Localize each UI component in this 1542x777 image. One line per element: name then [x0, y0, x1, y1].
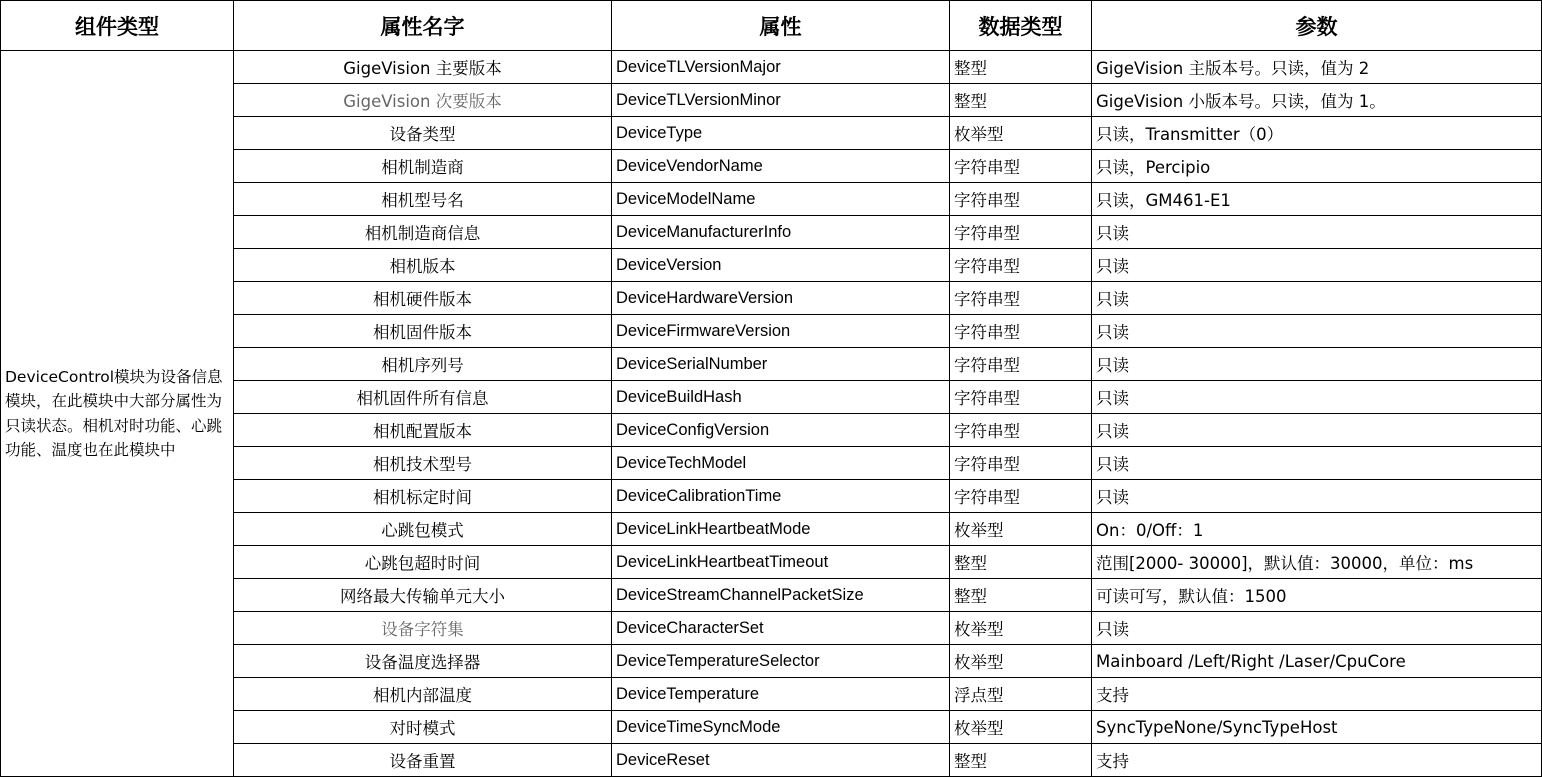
- attribute-cell: DeviceCalibrationTime: [612, 480, 950, 513]
- attribute-cell: DeviceBuildHash: [612, 381, 950, 414]
- data-type-cell: 字符串型: [950, 381, 1092, 414]
- parameter-cell: 只读: [1092, 249, 1542, 282]
- data-type-cell: 字符串型: [950, 183, 1092, 216]
- parameter-cell: 只读: [1092, 282, 1542, 315]
- data-type-cell: 浮点型: [950, 678, 1092, 711]
- attribute-cell: DeviceTechModel: [612, 447, 950, 480]
- data-type-cell: 枚举型: [950, 711, 1092, 744]
- data-type-cell: 枚举型: [950, 645, 1092, 678]
- attribute-cell: DeviceReset: [612, 744, 950, 777]
- data-type-cell: 字符串型: [950, 150, 1092, 183]
- data-type-cell: 整型: [950, 51, 1092, 84]
- attribute-name-cell: 相机硬件版本: [234, 282, 612, 315]
- attribute-cell: DeviceLinkHeartbeatMode: [612, 513, 950, 546]
- header-row: [1, 1, 1542, 51]
- parameter-cell: GigeVision 主版本号。只读，值为 2: [1092, 51, 1542, 84]
- data-type-cell: 字符串型: [950, 414, 1092, 447]
- parameter-cell: 只读: [1092, 447, 1542, 480]
- attribute-cell: DeviceTLVersionMinor: [612, 84, 950, 117]
- attribute-cell: DeviceCharacterSet: [612, 612, 950, 645]
- attribute-cell: DeviceType: [612, 117, 950, 150]
- attribute-name-cell: 相机标定时间: [234, 480, 612, 513]
- data-type-cell: 枚举型: [950, 513, 1092, 546]
- attribute-name-cell: 相机配置版本: [234, 414, 612, 447]
- attribute-name-cell: 对时模式: [234, 711, 612, 744]
- parameter-cell: 只读: [1092, 348, 1542, 381]
- data-type-cell: 字符串型: [950, 447, 1092, 480]
- attribute-name-cell: 设备重置: [234, 744, 612, 777]
- parameter-cell: 只读，Percipio: [1092, 150, 1542, 183]
- parameter-cell: 只读: [1092, 480, 1542, 513]
- attribute-cell: DeviceTimeSyncMode: [612, 711, 950, 744]
- attribute-cell: DeviceFirmwareVersion: [612, 315, 950, 348]
- attribute-cell: DeviceTLVersionMajor: [612, 51, 950, 84]
- attribute-name-cell: 相机技术型号: [234, 447, 612, 480]
- data-type-cell: 枚举型: [950, 117, 1092, 150]
- attribute-cell: DeviceVersion: [612, 249, 950, 282]
- parameter-cell: 只读: [1092, 381, 1542, 414]
- attribute-cell: DeviceStreamChannelPacketSize: [612, 579, 950, 612]
- attribute-cell: DeviceTemperature: [612, 678, 950, 711]
- parameter-cell: 只读: [1092, 414, 1542, 447]
- attribute-name-cell: 相机型号名: [234, 183, 612, 216]
- attribute-name-cell: 相机制造商信息: [234, 216, 612, 249]
- attribute-name-cell: 相机序列号: [234, 348, 612, 381]
- parameter-cell: 可读可写，默认值：1500: [1092, 579, 1542, 612]
- attribute-cell: DeviceTemperatureSelector: [612, 645, 950, 678]
- header-attribute-name: 属性名字: [234, 1, 612, 51]
- header-data-type: 数据类型: [950, 1, 1092, 51]
- data-type-cell: 字符串型: [950, 315, 1092, 348]
- data-type-cell: 字符串型: [950, 282, 1092, 315]
- data-type-cell: 字符串型: [950, 348, 1092, 381]
- header-parameters: 参数: [1092, 1, 1542, 51]
- attribute-cell: DeviceConfigVersion: [612, 414, 950, 447]
- parameter-cell: 只读，GM461-E1: [1092, 183, 1542, 216]
- parameter-cell: 只读: [1092, 216, 1542, 249]
- attribute-name-cell: 心跳包超时时间: [234, 546, 612, 579]
- table-body: [1, 51, 1542, 777]
- parameter-cell: 支持: [1092, 744, 1542, 777]
- attribute-name-cell: 相机固件所有信息: [234, 381, 612, 414]
- data-type-cell: 整型: [950, 84, 1092, 117]
- parameter-cell: SyncTypeNone/SyncTypeHost: [1092, 711, 1542, 744]
- attribute-name-cell: 网络最大传输单元大小: [234, 579, 612, 612]
- attribute-cell: DeviceVendorName: [612, 150, 950, 183]
- parameter-cell: 支持: [1092, 678, 1542, 711]
- parameter-cell: 范围[2000- 30000]，默认值：30000，单位：ms: [1092, 546, 1542, 579]
- attribute-cell: DeviceSerialNumber: [612, 348, 950, 381]
- attribute-cell: DeviceManufacturerInfo: [612, 216, 950, 249]
- attribute-cell: DeviceHardwareVersion: [612, 282, 950, 315]
- attribute-name-cell: GigeVision 主要版本: [234, 51, 612, 84]
- attribute-name-cell: 设备温度选择器: [234, 645, 612, 678]
- parameter-cell: Mainboard /Left/Right /Laser/CpuCore: [1092, 645, 1542, 678]
- parameter-cell: GigeVision 小版本号。只读，值为 1。: [1092, 84, 1542, 117]
- parameter-cell: 只读: [1092, 315, 1542, 348]
- data-type-cell: 字符串型: [950, 480, 1092, 513]
- data-type-cell: 整型: [950, 546, 1092, 579]
- parameter-cell: 只读，Transmitter（0）: [1092, 117, 1542, 150]
- attribute-name-cell: 相机固件版本: [234, 315, 612, 348]
- data-type-cell: 枚举型: [950, 612, 1092, 645]
- attribute-cell: DeviceLinkHeartbeatTimeout: [612, 546, 950, 579]
- header-attribute: 属性: [612, 1, 950, 51]
- parameter-cell: 只读: [1092, 612, 1542, 645]
- data-type-cell: 整型: [950, 579, 1092, 612]
- data-type-cell: 字符串型: [950, 249, 1092, 282]
- attribute-name-cell: 相机制造商: [234, 150, 612, 183]
- data-type-cell: 字符串型: [950, 216, 1092, 249]
- attribute-name-cell: GigeVision 次要版本: [234, 84, 612, 117]
- attribute-cell: DeviceModelName: [612, 183, 950, 216]
- attribute-name-cell: 心跳包模式: [234, 513, 612, 546]
- attribute-name-cell: 相机版本: [234, 249, 612, 282]
- data-type-cell: 整型: [950, 744, 1092, 777]
- attribute-name-cell: 设备类型: [234, 117, 612, 150]
- component-description: DeviceControl模块为设备信息模块，在此模块中大部分属性为只读状态。相机对时功能、心跳功能、温度也在此模块中: [1, 51, 234, 777]
- attribute-name-cell: 设备字符集: [234, 612, 612, 645]
- header-component-type: 组件类型: [1, 1, 234, 51]
- parameter-cell: On：0/Off：1: [1092, 513, 1542, 546]
- table-row: [1, 51, 1542, 84]
- attribute-name-cell: 相机内部温度: [234, 678, 612, 711]
